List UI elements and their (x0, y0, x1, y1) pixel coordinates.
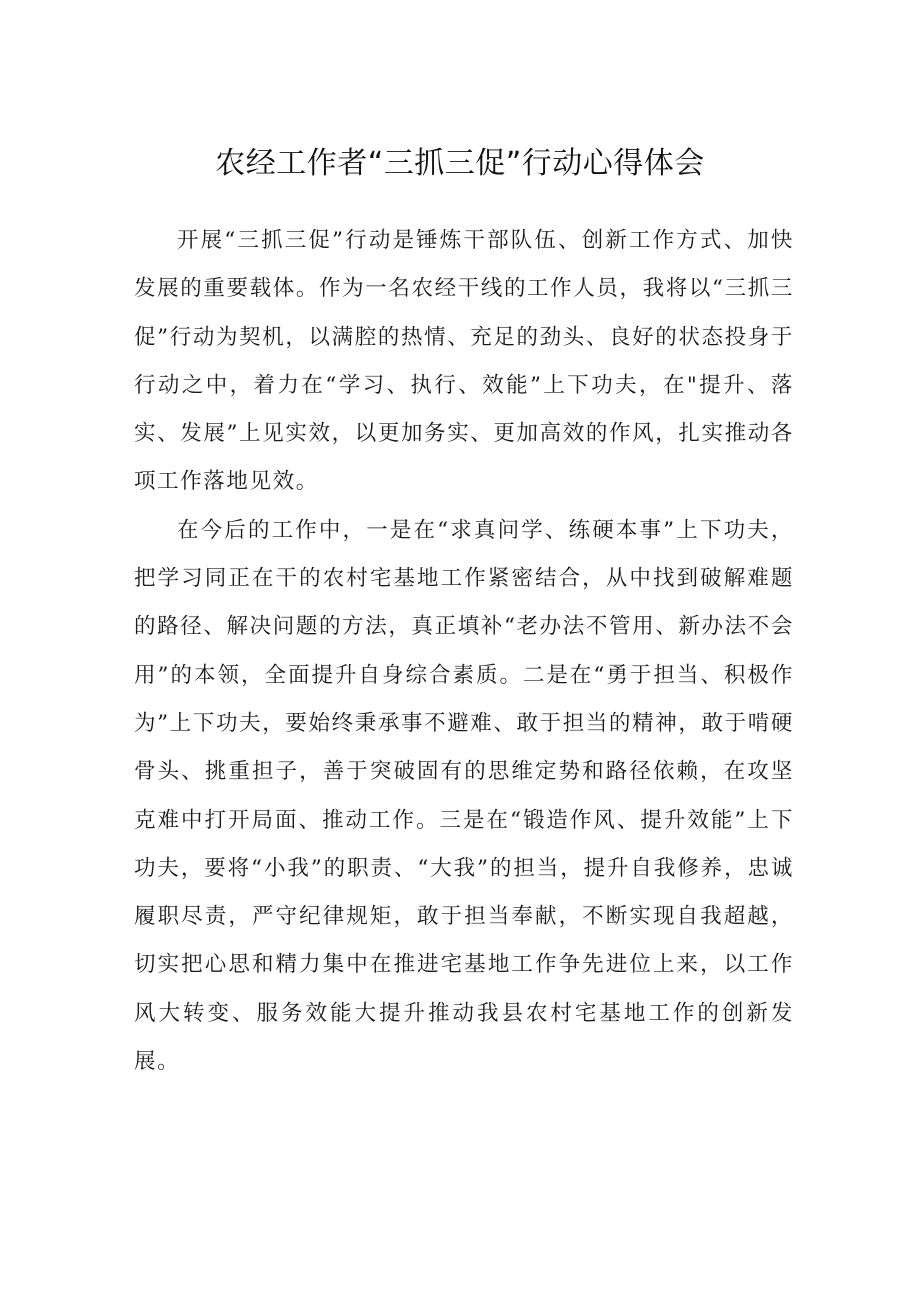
paragraph-intro: 开展“三抓三促”行动是锤炼干部队伍、创新工作方式、加快发展的重要载体。作为一名农经干线的工作人员，我将以“三抓三促”行动为契机，以满腔的热情、充足的劲头、良好的状态投身于行动之中，着力在“学习、执行、效能”上下功夫，在"提升、落实、发展”上见实效，以更加务实、更加高效的作风，扎实推动各项工作落地见效。 (134, 228, 794, 495)
paragraph-future-work: 在今后的工作中，一是在“求真问学、练硬本事”上下功夫，把学习同正在干的农村宅基地工作紧密结合，从中找到破解难题的路径、解决问题的方法，真正填补“老办法不管用、新办法不会用”的本领，全面提升自身综合素质。二是在“勇于担当、积极作为”上下功夫，要始终秉承事不避难、敢于担当的精神，敢于啃硬骨头、挑重担子，善于突破固有的思维定势和路径依赖，在攻坚克难中打开局面、推动工作。三是在“锻造作风、提升效能”上下功夫，要将“小我”的职责、“大我”的担当，提升自我修养，忠诚履职尽责，严守纪律规矩，敢于担当奉献，不断实现自我超越，切实把心思和精力集中在推进宅基地工作争先进位上来，以工作风大转变、服务效能大提升推动我县农村宅基地工作的创新发展。 (134, 517, 794, 1075)
document-title: 农经工作者“三抓三促”行动心得体会 (215, 146, 705, 181)
document-body (134, 217, 794, 1086)
